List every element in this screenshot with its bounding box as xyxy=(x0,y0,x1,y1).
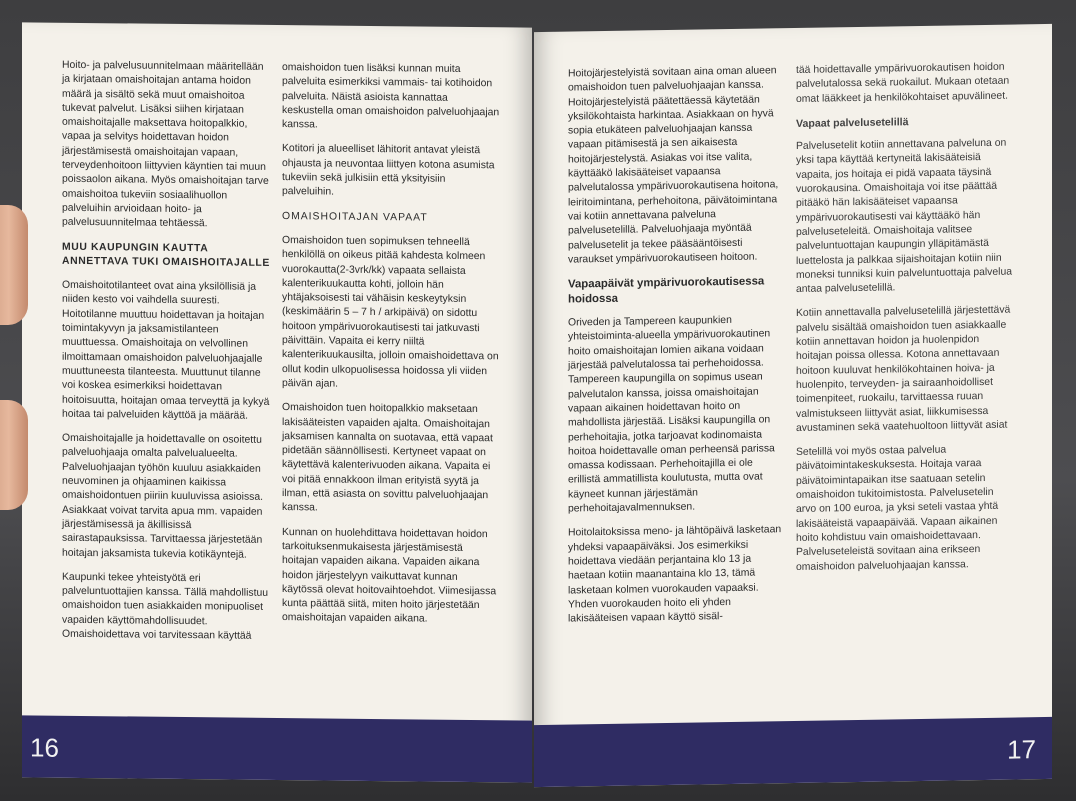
paragraph: Omaishoidon tuen hoitopalkkio maksetaan lakisääteisten vapaiden ajalta. Omaishoitajan jaksamisen kannalta on suotavaa, että vapaat pidetään säännöllisesti. Kertyneet vapaat on käytettävä kalenterivuoden aikana. Vapaita ei voi pitää ennakkoon ilman erityistä syytä ja ilman, että asiasta on sovittu palveluohjaajan kanssa. xyxy=(282,402,493,514)
right-page xyxy=(534,24,1052,787)
section-heading: MUU KAUPUNGIN KAUTTA ANNETTAVA TUKI OMAISHOITAJALLE xyxy=(62,241,270,269)
section-heading: Vapaapäivät ympärivuorokautisessa hoidossa xyxy=(568,275,765,306)
section-heading: OMAISHOITAJAN VAPAAT xyxy=(282,210,428,224)
paragraph: Omaishoitotilanteet ovat aina yksilöllisiä ja niiden kesto voi vaihdella suuresti. Hoitotilanne muuttuu hoidettavan ja hoitajan toimintakyvyn ja jaksamistilanteen muuttuessa. Omaishoitaja on velvollinen ilmoittamaan omaishoidon palveluohjaajalle muuttuneesta tilanteesta. Muuttunut tilanne voi koskea esimerkiksi hoidettavan hoitoisuutta, hoitajan omaa terveyttä ja kykyä hoitaa tai palveluiden käyttöä ja määrää. xyxy=(62,279,270,422)
paragraph: Kaupunki tekee yhteistyötä eri palveluntuottajien kanssa. Tällä mahdollistuu omaishoidon tuen asiakkaiden monipuoliset vapaiden käyttömahdollisuudet. Omaishoidettava voi tarvitessaan käyttää xyxy=(62,571,269,642)
page-number: 17 xyxy=(1007,734,1036,765)
left-column-1 xyxy=(62,59,272,654)
paragraph: Kunnan on huolehdittava hoidettavan hoidon tarkoituksenmukaisesta järjestämisestä hoitajan vapaiden aikana. Vapaiden aikana hoidon järjestelyyn vaikuttavat kunnan käytössä olevat hoitovaihtoehdot. Viimesijassa kunta päättää siitä, miten hoito järjestetään omaishoitajan vapaiden aikana. xyxy=(282,526,497,625)
paragraph: Kotiin annettavalla palvelusetelillä järjestettävä palvelu sisältää omaishoidon tuen asiakkaalle kotiin annettavan hoidon ja huolenpidon hoitajan poissa ollessa. Kotona annettavaan hoitoon kuuluvat henkilökohtainen hoiva- ja huolenpito, terveyden- ja sairaanhoidolliset toimenpiteet, ruokailu, tarvittaessa ruuan valmistukseen liittyvät asiat, liikkumisessa avustaminen sekä vaatehuoltoon liittyvät asiat xyxy=(796,305,1011,434)
paragraph: Omaishoidon tuen sopimuksen tehneellä henkilöllä on oikeus pitää kahdesta kolmeen vuorokautta(2-3vrk/kk) vapaata sellaista kalenterikuukautta kohti, jolloin hän yhtäjaksoisesti tai vähäisin keskeytyksin (keskimäärin 5 – 7 h / arkipäivä) on sidottu hoitoon ympärivuorokautisesti tai jatkuvasti päivittäin. Vapaita ei kerry niiltä kalenterikuukausilta, jolloin omaishoidettava on ollut kodin ulkopuolisessa hoidossa yli viiden päivän ajan. xyxy=(282,235,499,390)
paragraph: Kotitori ja alueelliset lähitorit antavat yleistä ohjausta ja neuvontaa liittyen kotona asumista tukeviin sekä julkisiin että yksityisiin palveluihin. xyxy=(282,143,495,198)
paragraph: Hoitojärjestelyistä sovitaan aina oman alueen omaishoidon tuen palveluohjaajan kanssa. Hoitojärjestelyistä päätettäessä käytetään yksilökohtaista harkintaa. Asiakkaan on hyvä sopia etukäteen palveluohjaajan kanssa vapaan pitämisestä ja sen aikaisesta hoitojärjestelystä. Asiakas voi itse valita, käyttääkö lakisääteiset vapaansa palvelutalossa ympärivuorokautisena hoitona, leiritoimintana, perhehoitona, päivätoimintana vai kotiin annettavana palveluna palvelusetelillä. Palveluohjaaja myöntää palvelusetelit ja tekee pääsääntöisesti varaukset ympärivuorokautiseen hoitoon. xyxy=(568,65,779,266)
paragraph: omaishoidon tuen lisäksi kunnan muita palveluita esimerkiksi vammais- tai kotihoidon palveluita. Näistä asioista kannattaa keskustella oman omaishoidon palveluohjaajan kanssa. xyxy=(282,62,500,131)
page-footer-band xyxy=(534,717,1052,787)
right-column-1 xyxy=(568,64,786,637)
paragraph: Hoito- ja palvelusuunnitelmaan määritellään ja kirjataan omaishoitajan antama hoidon määrä ja sisältö sekä muut omaishoitoa tukevat palvelut. Lisäksi siihen kirjataan omaishoitajalle maksettava hoitopalkkio, vapaa ja selvitys hoidettavan hoidon järjestämisestä omaishoitajan vapaan, terveydenhoitoon liittyvien käyntien tai muun poissaolon aikana. Myös omaishoitajan tarve omaishoitoa tukeviin sosiaalihuollon palveluihin arvioidaan hoito- ja palvelusuunnitelmaa tehtäessä. xyxy=(62,59,269,230)
paragraph: tää hoidettavalle ympärivuorokautisen hoidon palvelutalossa sekä ruokailut. Mukaan otetaan omat lääkkeet ja henkilökohtaiset apuvälineet. xyxy=(796,61,1010,105)
paragraph: Oriveden ja Tampereen kaupunkien yhteistoiminta-alueella ympärivuorokautinen hoito omaishoitajan lomien aikana voidaan järjestää palvelutalossa tai perhehoidossa. Tampereen kaupungilla on sopimus usean palvelutalon kanssa, joissa omaishoitajan vapaan aikainen hoidettavan hoito on mahdollista järjestää. Lisäksi kaupungilla on perhehoitajia, jotka tarjoavat kodinomaista hoitoa hoidettavalle oman perheensä parissa omassa kodissaan. Perhehoitajilla ei ole erillistä ammatillista koulutusta, mutta ovat käyneet kunnan järjestämän perhehoitajavalmennuksen. xyxy=(568,315,775,515)
finger xyxy=(0,205,28,325)
paragraph: Hoitolaitoksissa meno- ja lähtöpäivä lasketaan yhdeksi vapaapäiväksi. Jos esimerkiksi hoidettava viedään perjantaina klo 13 ja haetaan kotiin maanantaina klo 13, tämä lasketaan kolmen vuorokauden vapaaksi. Yhden vuorokauden hoito eli yhden lakisääteisen vapaan käyttö sisäl- xyxy=(568,524,782,625)
right-column-2 xyxy=(796,61,1014,585)
finger xyxy=(0,400,28,510)
paragraph: Setelillä voi myös ostaa palvelua päivätoimintakeskuksesta. Hoitaja varaa päivätoimintapaikan itse saatuaan setelin omaishoidon tukitoimistosta. Palvelusetelin arvo on 100 euroa, ja yksi seteli vastaa yhtä lakisääteistä vapaapäivää. Vapaan aikainen hoito kohdistuu vain omaishoidettavaan. Palveluseteleistä sovitaan aina erikseen omaishoidon palveluohjaajan kanssa. xyxy=(796,444,999,573)
left-column-2 xyxy=(282,61,500,638)
left-page xyxy=(22,22,532,782)
page-footer-band xyxy=(22,715,532,782)
paragraph: Palvelusetelit kotiin annettavana palveluna on yksi tapa käyttää kertyneitä lakisääteisiä vapaita, jos hoitaja ei pidä vapaata täysinä vuorokausina. Omaishoitaja voi itse päättää pitääkö hän lakisääteiset vapaansa ympärivuorokautisesti vai käyttääkö hän palveluseteleitä. Omaishoitaja valitsee palveluntuottajan kaupungin ylläpitämästä luettelosta ja palkkaa sijaishoitajan kotiin niin moneksi tunniksi kuin palveluntuottaja palvelua antaa palvelusetelillä. xyxy=(796,137,1013,296)
section-heading: Vapaat palvelusetelillä xyxy=(796,116,909,130)
page-number: 16 xyxy=(30,732,59,763)
paragraph: Omaishoitajalle ja hoidettavalle on osoitettu palveluohjaaja omalta palvelualueelta. Palveluohjaajan työhön kuuluu asiakkaiden neuvominen ja ohjaaminen kaikissa omaishoidontuen piiriin kuuluvissa asioissa. Asiakkaat voivat tarvita apua mm. vapaiden järjestämisessä ja äkillisissä sairastapauksissa. Tarvittaessa järjestetään hoitajan jaksamista tukevia kotikäyntejä. xyxy=(62,432,263,561)
